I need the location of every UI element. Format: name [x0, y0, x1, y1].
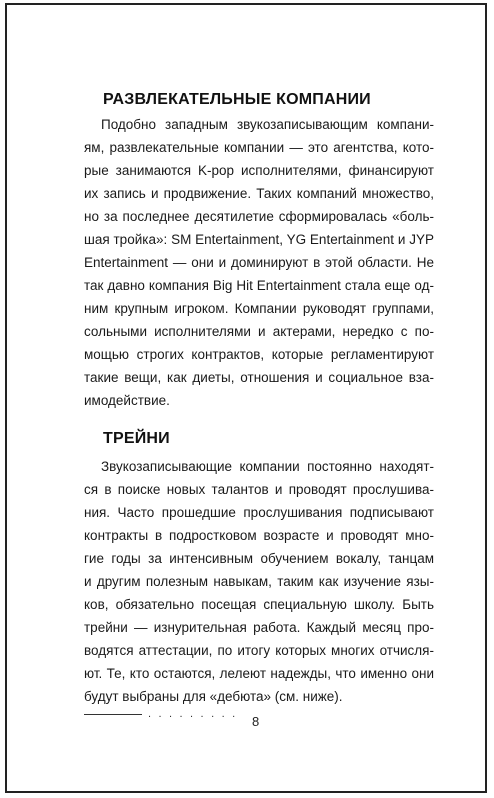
text-line: ков, обязательно посещая специальную школу. Быть: [84, 597, 434, 612]
text-line: ям, развлекательные компании — это агентства, кото-: [84, 140, 434, 155]
text-line: Звукозаписывающие компании постоянно находят-: [101, 459, 434, 474]
text-line: но за последнее десятилетие сформировалась «боль-: [84, 209, 434, 224]
text-line: будут выбраны для «дебюта» (см. ниже).: [84, 689, 343, 704]
text-line: ним крупным игроком. Компании руководят группами,: [84, 301, 434, 316]
text-line: ния. Часто прошедшие прослушивания подписывают: [84, 505, 434, 520]
text-line: имодействие.: [84, 393, 170, 408]
text-line: Entertainment — они и доминируют в этой области. Не: [84, 255, 434, 270]
text-line: мощью строгих контрактов, которые регламентируют: [84, 347, 434, 362]
text-line: ся в поиске новых талантов и проводят прослушива-: [84, 482, 434, 497]
section-heading-trainees: ТРЕЙНИ: [103, 430, 170, 447]
text-line: трейни — изнурительная работа. Каждый месяц про-: [84, 620, 434, 635]
text-line: их запись и продвижение. Таких компаний множество,: [84, 186, 434, 201]
page-number: 8: [252, 714, 260, 729]
section-heading-entertainment-companies: РАЗВЛЕКАТЕЛЬНЫЕ КОМПАНИИ: [103, 91, 371, 108]
text-line: водятся аттестации, по итогу которых многих отчисля-: [84, 643, 434, 658]
text-line: контракты в подростковом возрасте и проводят мно-: [84, 528, 434, 543]
text-line: сольными исполнителями и актерами, нередко с по-: [84, 324, 434, 339]
separator-dots: . . . . . . . . .: [148, 708, 238, 720]
text-line: рые занимаются K-pop исполнителями, финансируют: [84, 163, 434, 178]
separator-line: [84, 714, 142, 715]
text-line: шая тройка»: SM Entertainment, YG Entertainment и JYP: [84, 232, 434, 247]
section-paragraph-entertainment-companies: [84, 113, 434, 412]
text-line: такие вещи, как диеты, отношения и социальное вза-: [84, 370, 434, 385]
section-paragraph-trainees: [84, 455, 434, 708]
footnote-separator: [84, 709, 237, 720]
text-line: и другим полезным навыкам, таким как изучение язы-: [84, 574, 434, 589]
text-line: так давно компания Big Hit Entertainment стала еще од-: [84, 278, 434, 293]
text-line: ют. Те, кто остаются, лелеют надежды, что именно они: [84, 666, 434, 681]
text-line: Подобно западным звукозаписывающим компани-: [101, 117, 434, 132]
text-line: гие годы за интенсивным обучением вокалу, танцам: [84, 551, 434, 566]
